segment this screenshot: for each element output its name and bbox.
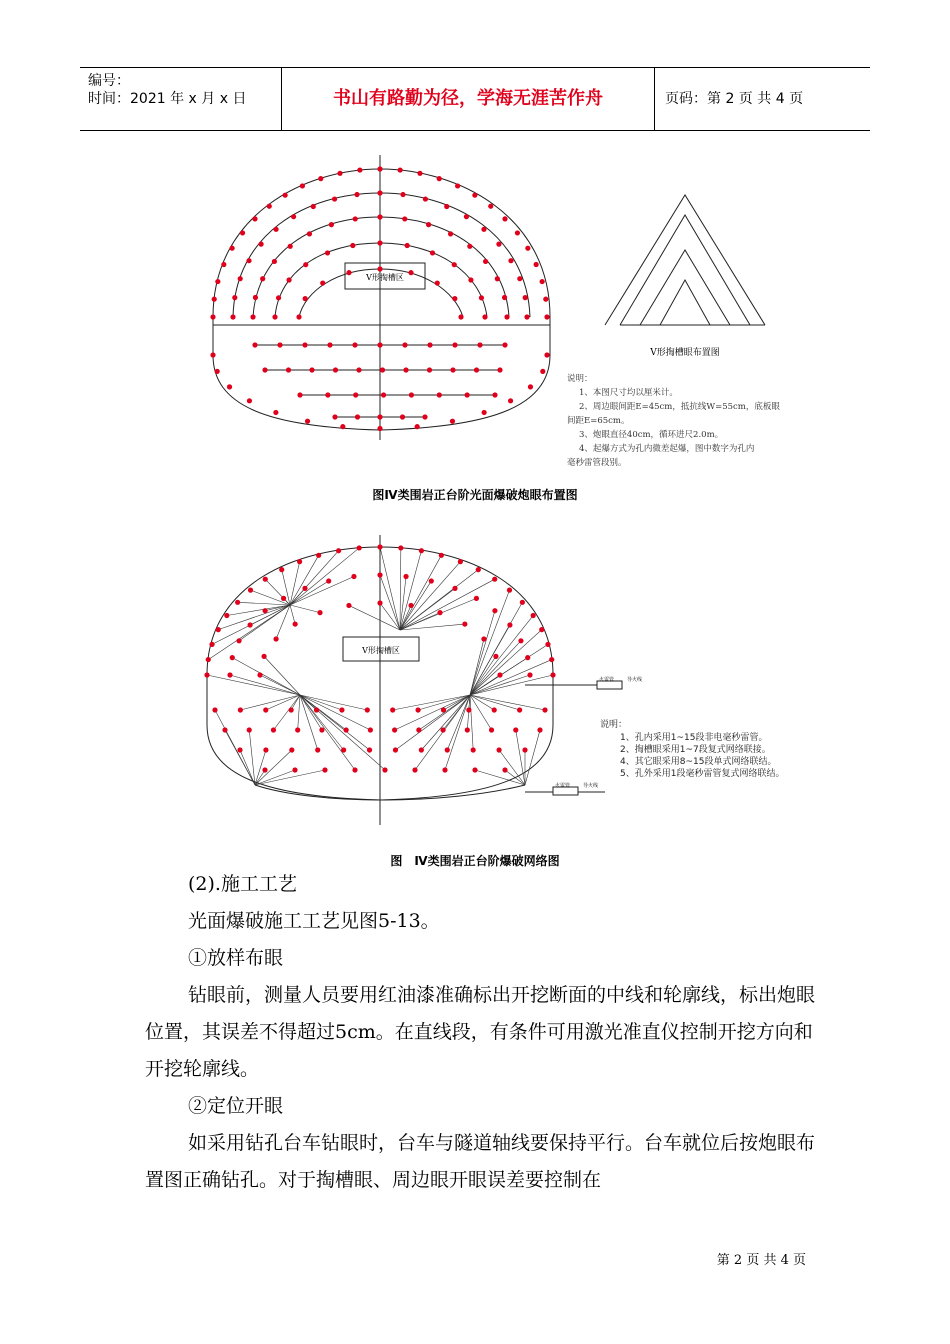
blast-hole-dot bbox=[472, 193, 477, 198]
blast-hole-dot bbox=[238, 707, 243, 712]
blast-hole-dot bbox=[300, 183, 305, 188]
blast-hole-dot bbox=[377, 342, 382, 347]
blast-hole-dot bbox=[419, 747, 424, 752]
blast-hole-dot bbox=[319, 727, 324, 732]
blast-hole-dot bbox=[325, 392, 330, 397]
section-heading: (2).施工工艺 bbox=[188, 873, 297, 895]
blast-hole-dot bbox=[398, 167, 403, 172]
number-label: 编号： bbox=[88, 73, 130, 89]
blast-hole-dot bbox=[272, 259, 277, 264]
blast-hole-dot bbox=[232, 295, 237, 300]
blast-hole-dot bbox=[222, 727, 227, 732]
blast-hole-dot bbox=[237, 747, 242, 752]
blast-hole-dot bbox=[392, 727, 397, 732]
blast-hole-dot bbox=[474, 367, 479, 372]
blast-hole-dot bbox=[247, 622, 252, 627]
blast-hole-dot bbox=[286, 367, 291, 372]
blast-hole-dot bbox=[513, 727, 518, 732]
blast-hole-dot bbox=[333, 367, 338, 372]
blast-hole-dot bbox=[352, 767, 357, 772]
blast-hole-dot bbox=[497, 367, 502, 372]
blast-hole-dot bbox=[339, 707, 344, 712]
blast-hole-dot bbox=[544, 352, 549, 357]
blast-hole-dot bbox=[353, 392, 358, 397]
blast-hole-dot bbox=[504, 314, 509, 319]
blast-hole-dot bbox=[427, 367, 432, 372]
blast-hole-dot bbox=[377, 190, 382, 195]
blast-hole-dot bbox=[544, 314, 549, 319]
blast-hole-dot bbox=[550, 672, 555, 677]
blast-hole-dot bbox=[402, 342, 407, 347]
blast-hole-dot bbox=[317, 610, 322, 615]
blast-hole-dot bbox=[520, 600, 525, 605]
blast-hole-dot bbox=[450, 419, 455, 424]
blast-hole-dot bbox=[545, 642, 550, 647]
blast-hole-dot bbox=[377, 426, 382, 431]
note-line: 4、起爆方式为孔内微差起爆，图中数字为孔内 bbox=[579, 444, 755, 454]
blast-hole-dot bbox=[272, 314, 277, 319]
blast-hole-dot bbox=[336, 548, 341, 553]
blast-hole-dot bbox=[426, 222, 431, 227]
blast-hole-dot bbox=[329, 222, 334, 227]
blast-hole-dot bbox=[332, 196, 337, 201]
blast-hole-dot bbox=[327, 342, 332, 347]
blast-hole-dot bbox=[353, 216, 358, 221]
blast-hole-dot bbox=[452, 586, 457, 591]
blast-hole-dot bbox=[215, 279, 220, 284]
blast-hole-dot bbox=[495, 276, 500, 281]
blast-hole-dot bbox=[502, 342, 507, 347]
blast-hole-dot bbox=[442, 767, 447, 772]
paragraph: 如采用钻孔台车钻眼时，台车与隧道轴线要保持平行。台车就位后按炮眼布置图正确钻孔。对于掏槽眼、周边眼开眼误差要控制在 bbox=[145, 1132, 816, 1191]
blast-hole-dot bbox=[465, 727, 470, 732]
blast-hole-dot bbox=[262, 367, 267, 372]
blast-hole-dot bbox=[427, 342, 432, 347]
blast-hole-dot bbox=[297, 392, 302, 397]
blast-hole-dot bbox=[273, 636, 278, 641]
blast-hole-dot bbox=[462, 621, 467, 626]
blast-hole-dot bbox=[377, 572, 382, 577]
blast-hole-dot bbox=[423, 196, 428, 201]
blast-hole-dot bbox=[351, 574, 356, 579]
blast-hole-dot bbox=[398, 545, 403, 550]
blast-hole-dot bbox=[257, 672, 262, 677]
subheading: ②定位开眼 bbox=[188, 1095, 284, 1117]
blast-hole-dot bbox=[365, 707, 370, 712]
blast-hole-dot bbox=[465, 392, 470, 397]
blast-hole-dot bbox=[448, 231, 453, 236]
figure1-caption: 图Ⅳ类围岩正台阶光面爆破炮眼布置图 bbox=[372, 488, 578, 502]
blast-hole-dot bbox=[540, 279, 545, 284]
blast-hole-dot bbox=[474, 596, 479, 601]
blast-hole-dot bbox=[382, 767, 387, 772]
blast-hole-dot bbox=[204, 672, 209, 677]
blast-hole-dot bbox=[210, 352, 215, 357]
blast-hole-dot bbox=[286, 277, 291, 282]
blast-hole-dot bbox=[295, 727, 300, 732]
blast-hole-dot bbox=[230, 655, 235, 660]
blast-hole-dot bbox=[238, 276, 243, 281]
blast-hole-dot bbox=[292, 767, 297, 772]
detonator-label: 导火线 bbox=[627, 677, 643, 683]
blast-hole-dot bbox=[263, 707, 268, 712]
blast-hole-dot bbox=[440, 727, 445, 732]
blast-hole-dot bbox=[467, 244, 472, 249]
blast-hole-dot bbox=[247, 727, 252, 732]
blast-hole-dot bbox=[409, 392, 414, 397]
blast-hole-dot bbox=[332, 414, 337, 419]
blast-hole-dot bbox=[524, 314, 529, 319]
blast-hole-dot bbox=[235, 600, 240, 605]
detonator-label: 火雷管 bbox=[599, 677, 615, 683]
blast-hole-dot bbox=[452, 296, 457, 301]
blast-hole-dot bbox=[408, 270, 413, 275]
notes-title: 说明： bbox=[567, 374, 593, 384]
blast-hole-dot bbox=[400, 414, 405, 419]
note-line: 3、炮眼直径40cm，循环进尺2.0m。 bbox=[579, 430, 724, 440]
blast-hole-dot bbox=[481, 227, 486, 232]
blast-hole-dot bbox=[518, 638, 523, 643]
blast-hole-dot bbox=[224, 613, 229, 618]
blast-hole-dot bbox=[350, 243, 355, 248]
note-line: 1、本图尺寸均以厘米计。 bbox=[579, 388, 678, 398]
blast-hole-dot bbox=[483, 259, 488, 264]
note-line: 2、掏槽眼采用1~7段复式网络联接。 bbox=[620, 745, 771, 755]
header-left-cell bbox=[80, 68, 282, 130]
note-line: 5、孔外采用1段毫秒雷管复式网络联结。 bbox=[620, 769, 785, 779]
blast-hole-dot bbox=[523, 295, 528, 300]
blast-hole-dot bbox=[496, 242, 501, 247]
blast-hole-dot bbox=[288, 244, 293, 249]
blast-hole-dot bbox=[489, 727, 494, 732]
blast-hole-dot bbox=[262, 608, 267, 613]
blast-hole-dot bbox=[227, 384, 232, 389]
blast-hole-dot bbox=[311, 204, 316, 209]
blast-hole-dot bbox=[355, 414, 360, 419]
blast-hole-dot bbox=[302, 586, 307, 591]
blast-hole-dot bbox=[537, 727, 542, 732]
blast-hole-dot bbox=[450, 367, 455, 372]
blast-hole-dot bbox=[466, 707, 471, 712]
blast-hole-dot bbox=[216, 627, 221, 632]
blast-hole-dot bbox=[307, 231, 312, 236]
blast-hole-dot bbox=[439, 553, 444, 558]
v-cut-zone-label: V形掏槽区 bbox=[362, 646, 400, 655]
blast-hole-dot bbox=[297, 559, 302, 564]
blast-hole-dot bbox=[212, 707, 217, 712]
blast-hole-dot bbox=[227, 672, 232, 677]
header-page-label: 页码：第 2 页 共 4 页 bbox=[665, 91, 804, 107]
blast-hole-dot bbox=[277, 342, 282, 347]
blast-hole-dot bbox=[341, 747, 346, 752]
blast-hole-dot bbox=[507, 588, 512, 593]
blast-hole-dot bbox=[377, 544, 382, 549]
blast-hole-dot bbox=[273, 227, 278, 232]
blast-hole-dot bbox=[455, 183, 460, 188]
blast-hole-dot bbox=[320, 280, 325, 285]
blast-hole-dot bbox=[344, 727, 349, 732]
blast-hole-dot bbox=[517, 276, 522, 281]
header-table bbox=[80, 67, 870, 131]
note-line: 毫秒雷管段别。 bbox=[567, 458, 627, 468]
blast-hole-dot bbox=[416, 727, 421, 732]
blast-hole-dot bbox=[502, 767, 507, 772]
blast-hole-dot bbox=[293, 621, 298, 626]
blast-hole-dot bbox=[273, 410, 278, 415]
paragraph: 钻眼前，测量人员要用红油漆准确标出开挖断面的中线和轮廓线，标出炮眼位置，其误差不得超过5cm。在直线段，有条件可用激光准直仪控制开挖方向和开挖轮廓线。 bbox=[145, 984, 816, 1080]
blast-hole-dot bbox=[525, 246, 530, 251]
blast-hole-dot bbox=[246, 258, 251, 263]
blast-hole-dot bbox=[437, 392, 442, 397]
note-line: 1、孔内采用1~15段非电毫秒雷管。 bbox=[620, 733, 768, 743]
blast-hole-dot bbox=[261, 654, 266, 659]
blast-hole-dot bbox=[368, 727, 373, 732]
detonator-label: 导火线 bbox=[583, 783, 599, 789]
blast-hole-dot bbox=[402, 216, 407, 221]
blast-hole-dot bbox=[381, 392, 386, 397]
v-cut-zone-label: V形掏槽区 bbox=[366, 273, 404, 282]
blast-hole-dot bbox=[508, 398, 513, 403]
blast-hole-dot bbox=[471, 747, 476, 752]
blast-hole-dot bbox=[422, 414, 427, 419]
blast-hole-dot bbox=[492, 577, 497, 582]
figure1-blast-hole-layout bbox=[195, 155, 835, 475]
blast-hole-dot bbox=[445, 747, 450, 752]
blast-hole-dot bbox=[430, 250, 435, 255]
blast-hole-dot bbox=[496, 747, 501, 752]
blast-hole-dot bbox=[502, 216, 507, 221]
blast-hole-dot bbox=[488, 204, 493, 209]
blast-hole-dot bbox=[346, 270, 351, 275]
blast-hole-dot bbox=[417, 171, 422, 176]
subheading: ①放样布眼 bbox=[188, 947, 284, 969]
figure2-caption: 图 Ⅳ类围岩正台阶爆破网络图 bbox=[390, 854, 560, 868]
blast-hole-dot bbox=[206, 657, 211, 662]
blast-hole-dot bbox=[481, 636, 486, 641]
note-line: 4、其它眼采用8~15段单式网络联结。 bbox=[620, 757, 777, 767]
blast-hole-dot bbox=[492, 608, 497, 613]
blast-hole-dot bbox=[458, 314, 463, 319]
blast-hole-dot bbox=[531, 613, 536, 618]
blast-hole-dot bbox=[502, 295, 507, 300]
note-line: 间距E=65cm。 bbox=[567, 416, 630, 426]
note-line: 2、周边眼间距E=45cm，抵抗线W=55cm，底板眼 bbox=[579, 402, 780, 412]
blast-hole-dot bbox=[477, 342, 482, 347]
blast-hole-dot bbox=[263, 747, 268, 752]
blast-hole-dot bbox=[542, 707, 547, 712]
blast-hole-dot bbox=[540, 369, 545, 374]
blast-hole-dot bbox=[318, 176, 323, 181]
blast-hole-dot bbox=[221, 262, 226, 267]
blast-hole-dot bbox=[452, 262, 457, 267]
blast-hole-dot bbox=[346, 603, 351, 608]
blast-hole-dot bbox=[468, 277, 473, 282]
blast-hole-dot bbox=[262, 767, 267, 772]
blast-hole-dot bbox=[415, 707, 420, 712]
blast-hole-dot bbox=[476, 567, 481, 572]
blast-hole-dot bbox=[412, 767, 417, 772]
blast-hole-dot bbox=[515, 230, 520, 235]
blast-hole-dot bbox=[517, 707, 522, 712]
figure2-notes bbox=[600, 718, 784, 779]
blast-hole-dot bbox=[377, 600, 382, 605]
blast-hole-dot bbox=[497, 672, 502, 677]
blast-hole-dot bbox=[534, 262, 539, 267]
blast-hole-dot bbox=[267, 204, 272, 209]
blast-hole-dot bbox=[322, 767, 327, 772]
blast-hole-dot bbox=[314, 707, 319, 712]
blast-hole-dot bbox=[452, 342, 457, 347]
blast-hole-dot bbox=[528, 384, 533, 389]
blast-hole-dot bbox=[248, 588, 253, 593]
blast-hole-dot bbox=[377, 214, 382, 219]
blast-hole-dot bbox=[291, 214, 296, 219]
blast-hole-dot bbox=[271, 727, 276, 732]
blast-hole-dot bbox=[419, 548, 424, 553]
tunnel-outline bbox=[213, 169, 550, 430]
blast-hole-dot bbox=[252, 342, 257, 347]
blast-hole-dot bbox=[209, 642, 214, 647]
blast-hole-dot bbox=[415, 424, 420, 429]
blast-hole-dot bbox=[527, 672, 532, 677]
figure1-notes bbox=[567, 373, 780, 468]
blast-hole-dot bbox=[377, 240, 382, 245]
blast-hole-dot bbox=[247, 398, 252, 403]
figure2-blasting-network bbox=[195, 535, 855, 835]
blast-hole-dot bbox=[377, 166, 382, 171]
header-motto: 书山有路勤为径，学海无涯苦作舟 bbox=[282, 68, 655, 130]
blast-hole-dot bbox=[352, 342, 357, 347]
blast-hole-dot bbox=[357, 545, 362, 550]
blast-hole-dot bbox=[260, 276, 265, 281]
blast-hole-dot bbox=[305, 419, 310, 424]
blast-hole-dot bbox=[377, 266, 382, 271]
blast-hole-dot bbox=[316, 553, 321, 558]
v-cut-title: V形掏槽眼布置图 bbox=[650, 348, 720, 358]
blast-hole-dot bbox=[479, 295, 484, 300]
blast-hole-dot bbox=[240, 230, 245, 235]
blast-hole-dot bbox=[325, 250, 330, 255]
blast-hole-dot bbox=[472, 767, 477, 772]
blast-hole-dot bbox=[493, 654, 498, 659]
blast-hole-dot bbox=[210, 314, 215, 319]
blast-hole-dot bbox=[403, 574, 408, 579]
notes-title: 说明： bbox=[600, 720, 628, 730]
v-cut-diagram bbox=[605, 195, 765, 325]
paragraph: 光面爆破施工工艺见图5-13。 bbox=[188, 910, 440, 932]
blast-hole-dot bbox=[507, 622, 512, 627]
blast-hole-dot bbox=[444, 204, 449, 209]
time-label: 时间：2021 年 x 月 x 日 bbox=[88, 91, 247, 107]
blast-hole-dot bbox=[437, 176, 442, 181]
page-footer: 第 2 页 共 4 页 bbox=[716, 1253, 806, 1268]
blast-hole-dot bbox=[303, 262, 308, 267]
blast-hole-dot bbox=[212, 297, 217, 302]
blast-hole-dot bbox=[482, 314, 487, 319]
blast-hole-dot bbox=[283, 193, 288, 198]
blast-hole-dot bbox=[403, 367, 408, 372]
blast-hole-dot bbox=[525, 655, 530, 660]
blast-hole-dot bbox=[354, 192, 359, 197]
blast-hole-dot bbox=[380, 367, 385, 372]
blast-hole-dot bbox=[492, 707, 497, 712]
blast-hole-dot bbox=[279, 567, 284, 572]
blast-hole-dot bbox=[549, 657, 554, 662]
blast-hole-dot bbox=[230, 314, 235, 319]
blast-hole-dot bbox=[377, 414, 382, 419]
blast-hole-dot bbox=[367, 747, 372, 752]
blast-hole-dot bbox=[258, 242, 263, 247]
blast-hole-dot bbox=[215, 369, 220, 374]
blast-hole-dot bbox=[408, 603, 413, 608]
blast-hole-dot bbox=[281, 596, 286, 601]
blast-hole-dot bbox=[543, 297, 548, 302]
blast-hole-dot bbox=[289, 707, 294, 712]
blast-hole-dot bbox=[263, 577, 268, 582]
blast-hole-dot bbox=[236, 638, 241, 643]
blast-hole-dot bbox=[309, 367, 314, 372]
blast-hole-dot bbox=[326, 578, 331, 583]
blast-hole-dot bbox=[435, 280, 440, 285]
blast-hole-dot bbox=[250, 314, 255, 319]
blast-hole-dot bbox=[429, 578, 434, 583]
body-text bbox=[145, 866, 825, 1199]
blast-hole-dot bbox=[390, 707, 395, 712]
blast-hole-dot bbox=[252, 216, 257, 221]
blast-hole-dot bbox=[230, 246, 235, 251]
blast-hole-dot bbox=[437, 610, 442, 615]
blast-hole-dot bbox=[315, 747, 320, 752]
blast-hole-dot bbox=[337, 171, 342, 176]
blast-hole-dot bbox=[340, 424, 345, 429]
blast-hole-dot bbox=[302, 342, 307, 347]
detonator-label: 火雷管 bbox=[555, 783, 571, 789]
blast-hole-dot bbox=[296, 314, 301, 319]
blast-hole-dot bbox=[458, 559, 463, 564]
blast-hole-dot bbox=[357, 167, 362, 172]
blast-hole-dot bbox=[289, 747, 294, 752]
blast-hole-dot bbox=[522, 747, 527, 752]
blast-hole-dot bbox=[276, 295, 281, 300]
blast-hole-dot bbox=[393, 747, 398, 752]
blast-hole-dot bbox=[441, 707, 446, 712]
blast-hole-dot bbox=[539, 627, 544, 632]
blast-hole-dot bbox=[405, 243, 410, 248]
blast-hole-dot bbox=[482, 410, 487, 415]
blast-hole-dot bbox=[303, 296, 308, 301]
blast-hole-dot bbox=[464, 214, 469, 219]
blast-hole-dot bbox=[508, 258, 513, 263]
blast-hole-dot bbox=[400, 192, 405, 197]
blast-hole-dot bbox=[253, 295, 258, 300]
blast-hole-dot bbox=[356, 367, 361, 372]
blast-hole-dot bbox=[492, 392, 497, 397]
